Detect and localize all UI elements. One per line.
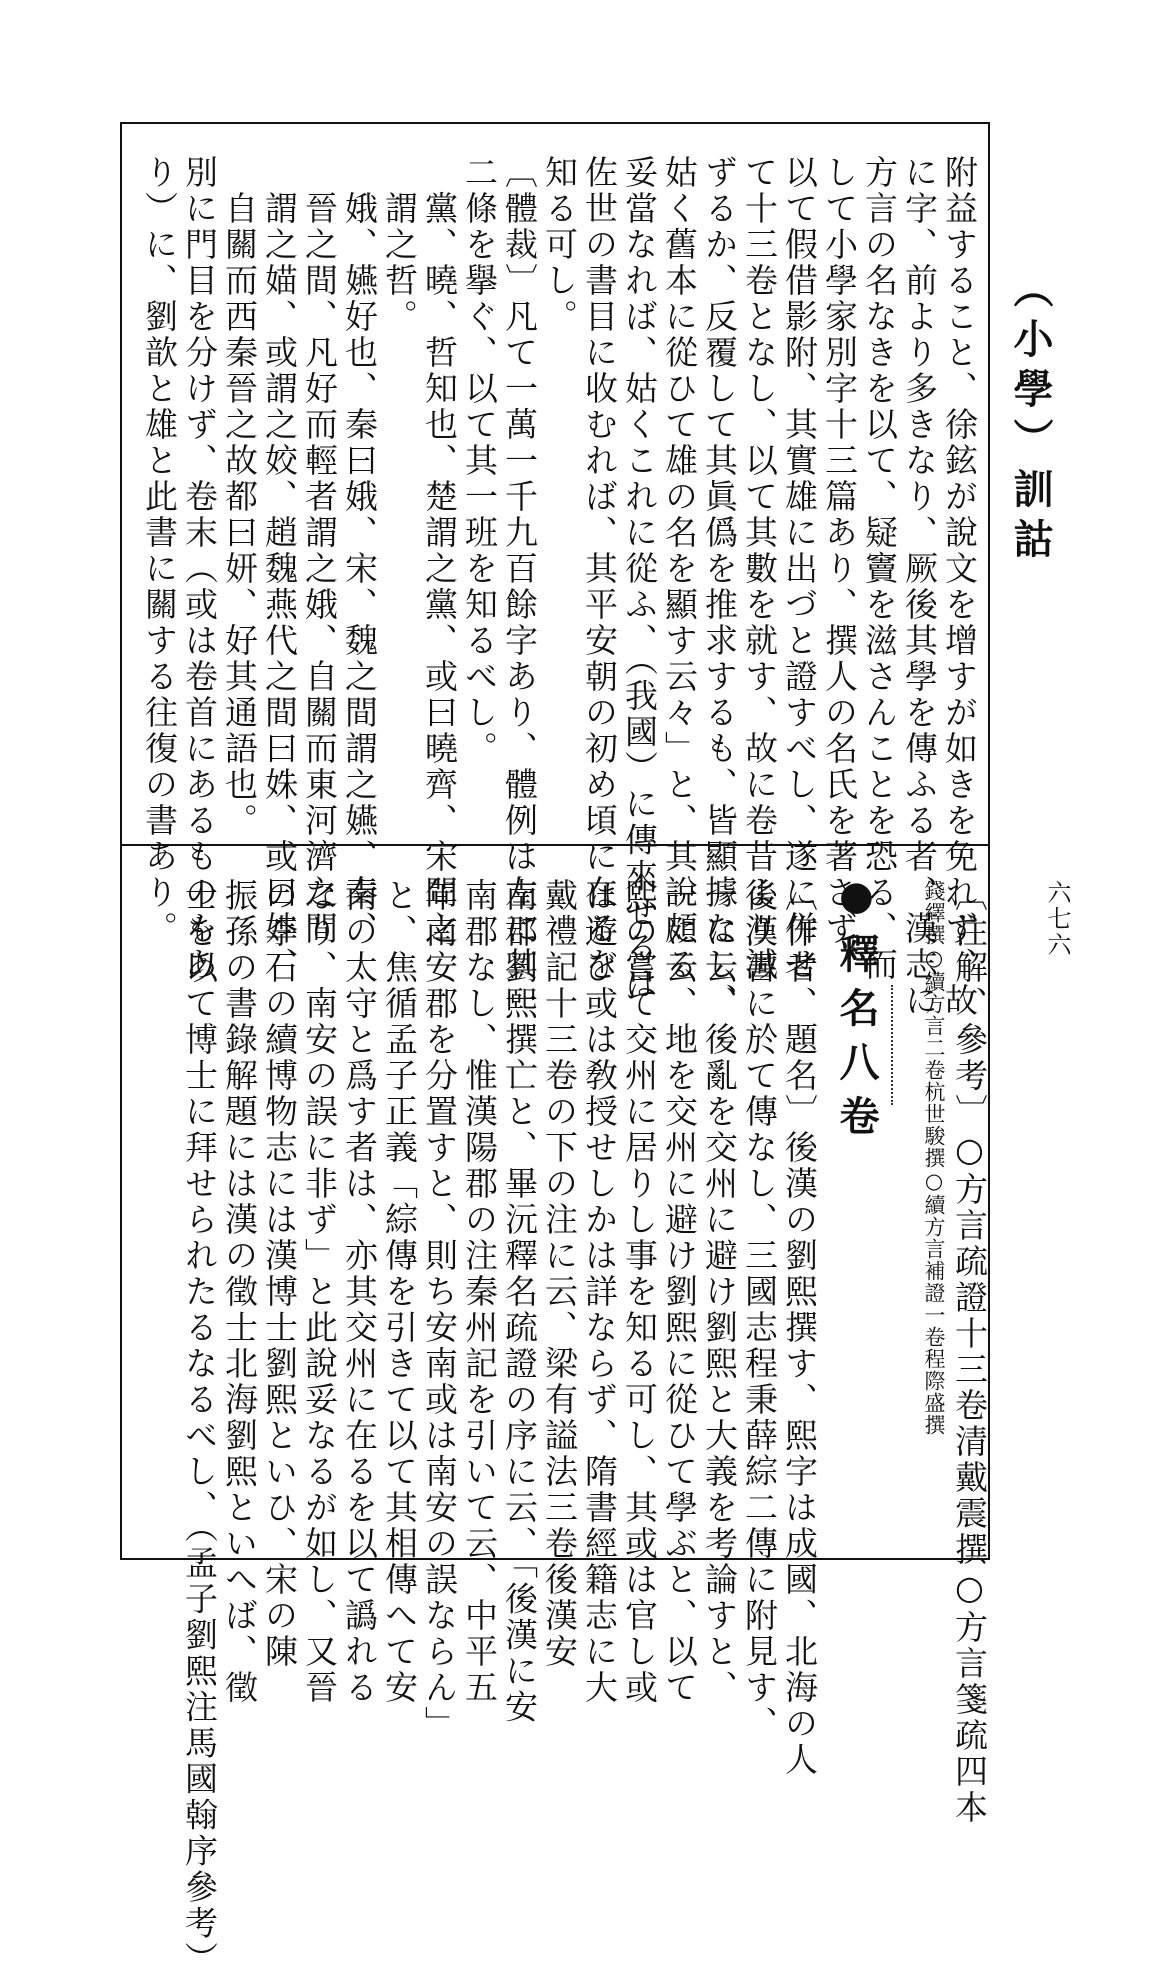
upper-text-column: 佐世の書目に收むれば、其平安朝の初め頃に在るを bbox=[580, 155, 619, 983]
upper-text-column: り）に、劉歆と雄と此書に關する往復の書あり。 bbox=[140, 155, 179, 947]
lower-text-column: 戴禮記十三卷の下の注に云、梁有謚法三卷後漢安 bbox=[540, 878, 579, 1670]
lower-text-column: 南の太守と爲す者は、亦其交州に在るを以て譌れる bbox=[340, 878, 379, 1706]
upper-text-column: 妥當なれば、姑くこれに從ふ、（我國）に傳來せるは bbox=[620, 155, 659, 1003]
upper-text-column: 〔體裁〕凡て一萬一千九百餘字あり、體例は左に其一 bbox=[500, 155, 539, 1019]
upper-text-column: して小學家別字十三篇あり、撰人の名氏を著さず、 bbox=[820, 155, 859, 983]
upper-text-column: 以て假借影附、其實雄に出づと證すべし、遂に併せ bbox=[780, 155, 819, 983]
upper-text-column: 姑く舊本に從ひて雄の名を顯す云々」と、其說頗る bbox=[660, 155, 699, 983]
upper-text-column: 自關而西秦晉之故都曰妍、好其通語也。 bbox=[220, 155, 259, 839]
lower-text-column: と、焦循孟子正義「綜傳を引きて以て其相傳へて安 bbox=[380, 878, 419, 1706]
upper-text-column: 娥、嬿好也、秦曰娥、宋、魏之間謂之嬿、秦、 bbox=[340, 155, 379, 947]
lower-text-column: 〔作者、題名〕後漢の劉熙撰す、熙字は成國、北海の人 bbox=[780, 878, 819, 1778]
lower-text-column: 一に云、地を交州に避け劉熙に從ひて學ぶと、以て bbox=[660, 878, 699, 1706]
upper-text-column: 知る可し。 bbox=[540, 155, 579, 335]
lower-text-column: 年南安郡を分置すと、則ち安南或は南安の誤ならん」 bbox=[420, 878, 459, 1742]
note-column: 錢繹撰○續方言二卷杭世駿撰○續方言補證一卷程際盛撰 bbox=[922, 880, 947, 1436]
upper-text-column: ずるか、反覆して其眞僞を推求するも、皆顯據なし、 bbox=[700, 155, 739, 1019]
upper-text-column: 別に門目を分けず、卷末（或は卷首にあるものもあ bbox=[180, 155, 219, 983]
upper-text-column: 謂之媌、或謂之姣、趙魏燕代之間曰姝、或曰妦、 bbox=[260, 155, 299, 983]
upper-text-column: 附益すること、徐鉉が說文を增すが如きを免れず、故 bbox=[940, 155, 979, 1019]
lower-text-column: 一に云、後亂を交州に避け劉熙と大義を考論すと、 bbox=[700, 878, 739, 1706]
upper-text-column: 晉之間、凡好而輕者謂之娥、自關而東河濟之間 bbox=[300, 155, 339, 947]
upper-text-column: 黨、曉、哲知也、楚謂之黨、或曰曉齊、宋間之 bbox=[420, 155, 459, 947]
lower-text-column: は遊び或は敎授せしかは詳ならず、隋書經籍志に大 bbox=[580, 878, 619, 1706]
page-number: 六七六 bbox=[1043, 880, 1071, 958]
upper-text-column: に字、前より多きなり、厥後其學を傳ふる者、漢志に bbox=[900, 155, 939, 1019]
lower-text-column: 熙の嘗て交州に居りし事を知る可し、其或は官し或 bbox=[620, 878, 659, 1706]
lower-text-column: 南郡劉熙撰亡と、畢沅釋名疏證の序に云、「後漢に安 bbox=[500, 878, 539, 1726]
header-title: （小學）訓詁 bbox=[1007, 268, 1054, 568]
lower-text-column: なり、南安の誤に非ず」と此說妥なるが如し、又晉 bbox=[300, 878, 339, 1706]
upper-text-column: 二條を擧ぐ、以て其一班を知るべし。 bbox=[460, 155, 499, 767]
lower-text-column: 振孫の書錄解題には漢の徵士北海劉熙といへば、徵 bbox=[220, 878, 259, 1706]
section-title: ●釋名八卷 bbox=[833, 872, 880, 1149]
lower-text-column: 後漢書に於て傳なし、三國志程秉薛綜二傳に附見す、 bbox=[740, 878, 779, 1742]
lower-text-column: 南郡なし、惟漢陽郡の注秦州記を引いて云、中平五 bbox=[460, 878, 499, 1706]
note-wavy-mark bbox=[891, 985, 893, 1105]
upper-text-column: て十三卷となし、以て其數を就す、故に卷昔より減 bbox=[740, 155, 779, 983]
lower-text-column: 士を以て博士に拜せられたるなるべし、（孟子劉熙注馬國翰序參考） bbox=[180, 878, 219, 1978]
lower-text-column: の李石の續博物志には漢博士劉熙といひ、宋の陳 bbox=[260, 878, 299, 1670]
note-column: 〔注解、參考〕○方言疏證十三卷清戴震撰○方言箋疏四本 bbox=[950, 878, 989, 1826]
upper-text-column: 謂之哲。 bbox=[380, 155, 419, 335]
upper-text-column: 方言の名なきを以て、疑竇を滋さんことを恐る、而 bbox=[860, 155, 899, 983]
